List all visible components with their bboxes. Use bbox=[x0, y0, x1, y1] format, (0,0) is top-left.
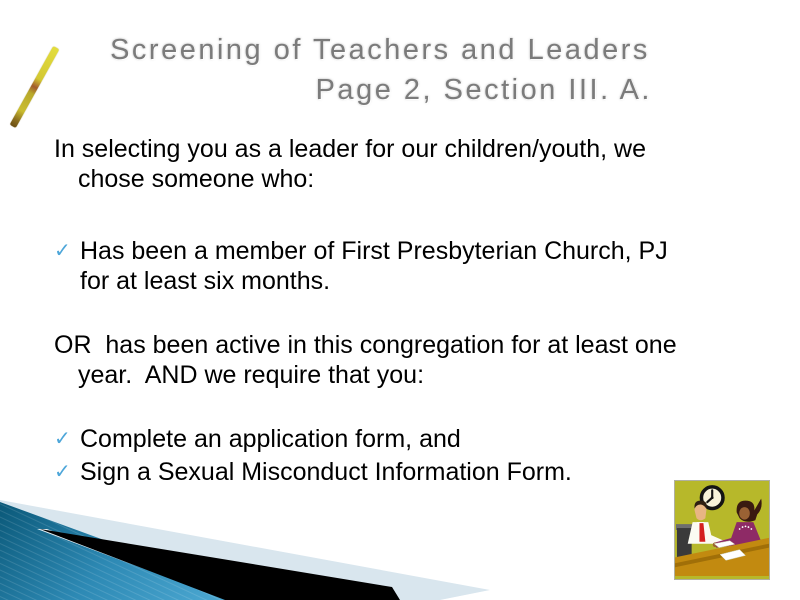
pencil-icon bbox=[10, 46, 60, 128]
title-line-2: Page 2, Section III. A. bbox=[315, 74, 652, 106]
intro-paragraph bbox=[54, 134, 646, 194]
or-line-2: year. AND we require that you: bbox=[78, 361, 425, 389]
intro-line-2: chose someone who: bbox=[78, 165, 315, 193]
title-line-1: Screening of Teachers and Leaders bbox=[110, 34, 650, 66]
list-item bbox=[54, 457, 572, 487]
membership-line-1: Has been a member of First Presbyterian Church, PJ bbox=[80, 237, 668, 265]
requirement-bullet-list bbox=[54, 424, 572, 490]
membership-line-2: for at least six months. bbox=[80, 267, 331, 295]
interview-scene bbox=[675, 481, 769, 579]
check-icon: ✓ bbox=[54, 240, 71, 262]
interview-clipart-image bbox=[674, 480, 770, 580]
slide-title bbox=[100, 30, 660, 110]
requirement-bullet-2: Sign a Sexual Misconduct Information Form. bbox=[80, 458, 572, 486]
membership-bullet-list bbox=[54, 236, 668, 299]
or-line-1: OR has been active in this congregation for at least one bbox=[54, 331, 677, 359]
requirement-bullet-1: Complete an application form, and bbox=[80, 425, 461, 453]
check-icon: ✓ bbox=[54, 428, 71, 450]
or-requirement-paragraph bbox=[54, 330, 677, 390]
list-item bbox=[54, 236, 668, 296]
check-icon: ✓ bbox=[54, 461, 71, 483]
intro-line-1: In selecting you as a leader for our children/youth, we bbox=[54, 135, 647, 163]
list-item bbox=[54, 424, 572, 454]
